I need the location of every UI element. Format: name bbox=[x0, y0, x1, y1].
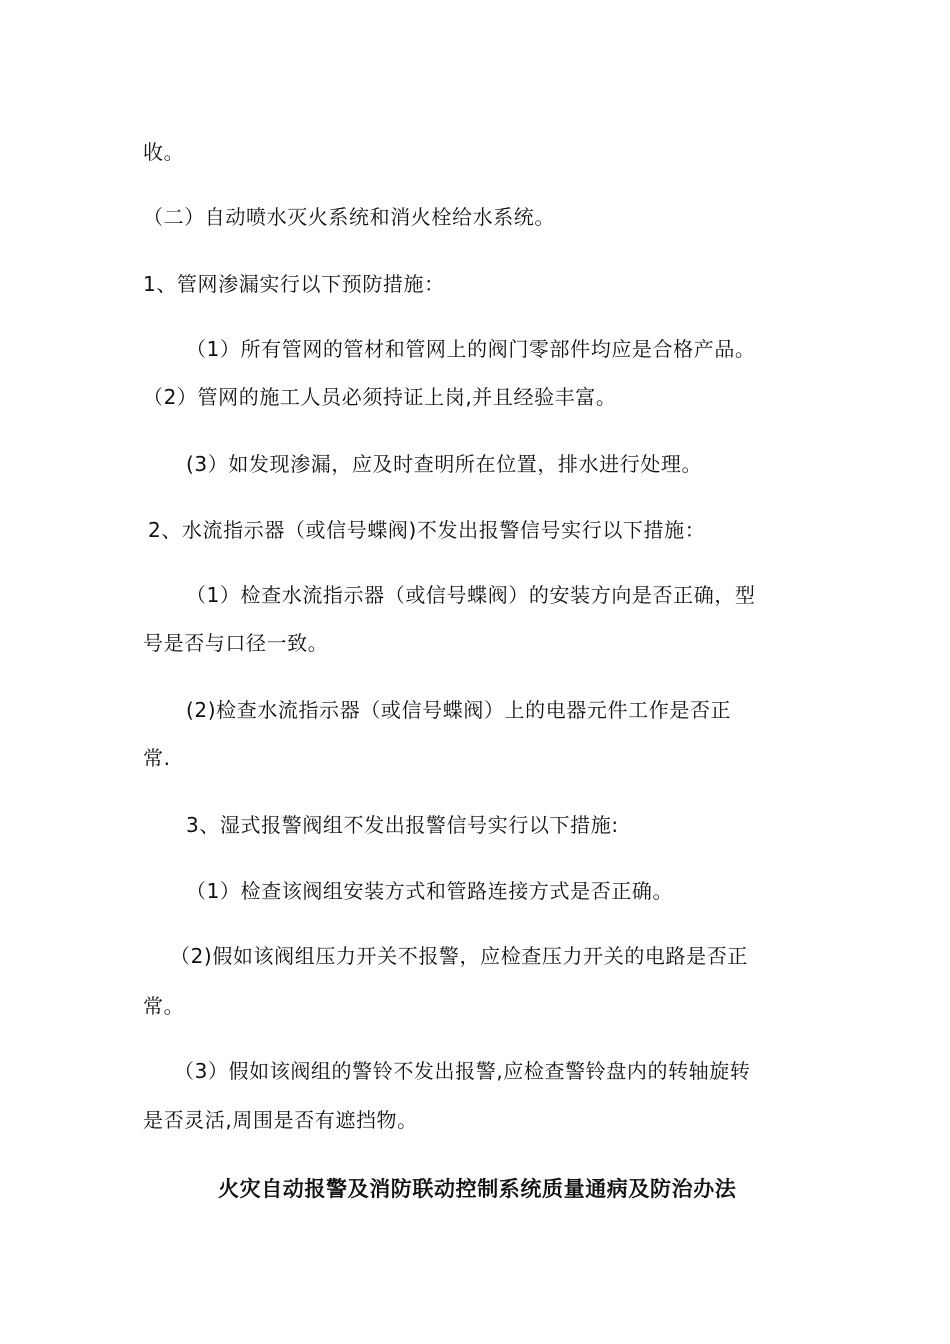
paragraph-line: (3）如发现渗漏，应及时查明所在位置，排水进行处理。 bbox=[186, 452, 703, 476]
paragraph-line: （3）假如该阀组的警铃不发出报警,应检查警铃盘内的转轴旋转 bbox=[174, 1059, 751, 1083]
paragraph-line: 收。 bbox=[143, 140, 185, 164]
paragraph-line: 3、湿式报警阀组不发出报警信号实行以下措施: bbox=[186, 813, 619, 837]
paragraph-line: （1）检查水流指示器（或信号蝶阀）的安装方向是否正确，型 bbox=[186, 583, 756, 607]
paragraph-line: 常. bbox=[143, 746, 171, 770]
paragraph-line: (2)检查水流指示器（或信号蝶阀）上的电器元件工作是否正 bbox=[186, 698, 732, 722]
paragraph-line: 常。 bbox=[143, 994, 185, 1018]
paragraph-line: （1）所有管网的管材和管网上的阀门零部件均应是合格产品。 bbox=[186, 337, 756, 361]
paragraph-line: 是否灵活,周围是否有遮挡物。 bbox=[143, 1108, 418, 1132]
paragraph-line: （1）检查该阀组安装方式和管路连接方式是否正确。 bbox=[186, 879, 674, 903]
paragraph-line: 2、水流指示器（或信号蝶阀)不发出报警信号实行以下措施： bbox=[148, 518, 706, 542]
paragraph-line: （2）管网的施工人员必须持证上岗,并且经验丰富。 bbox=[143, 385, 617, 409]
paragraph-line: 1、管网渗漏实行以下预防措施： bbox=[143, 272, 445, 296]
paragraph-line: 号是否与口径一致。 bbox=[143, 631, 329, 655]
paragraph-line: （2)假如该阀组压力开关不报警，应检查压力开关的电路是否正 bbox=[170, 944, 748, 968]
section-title: 火灾自动报警及消防联动控制系统质量通病及防治办法 bbox=[218, 1177, 737, 1201]
paragraph-line: （二）自动喷水灭火系统和消火栓给水系统。 bbox=[143, 205, 555, 229]
